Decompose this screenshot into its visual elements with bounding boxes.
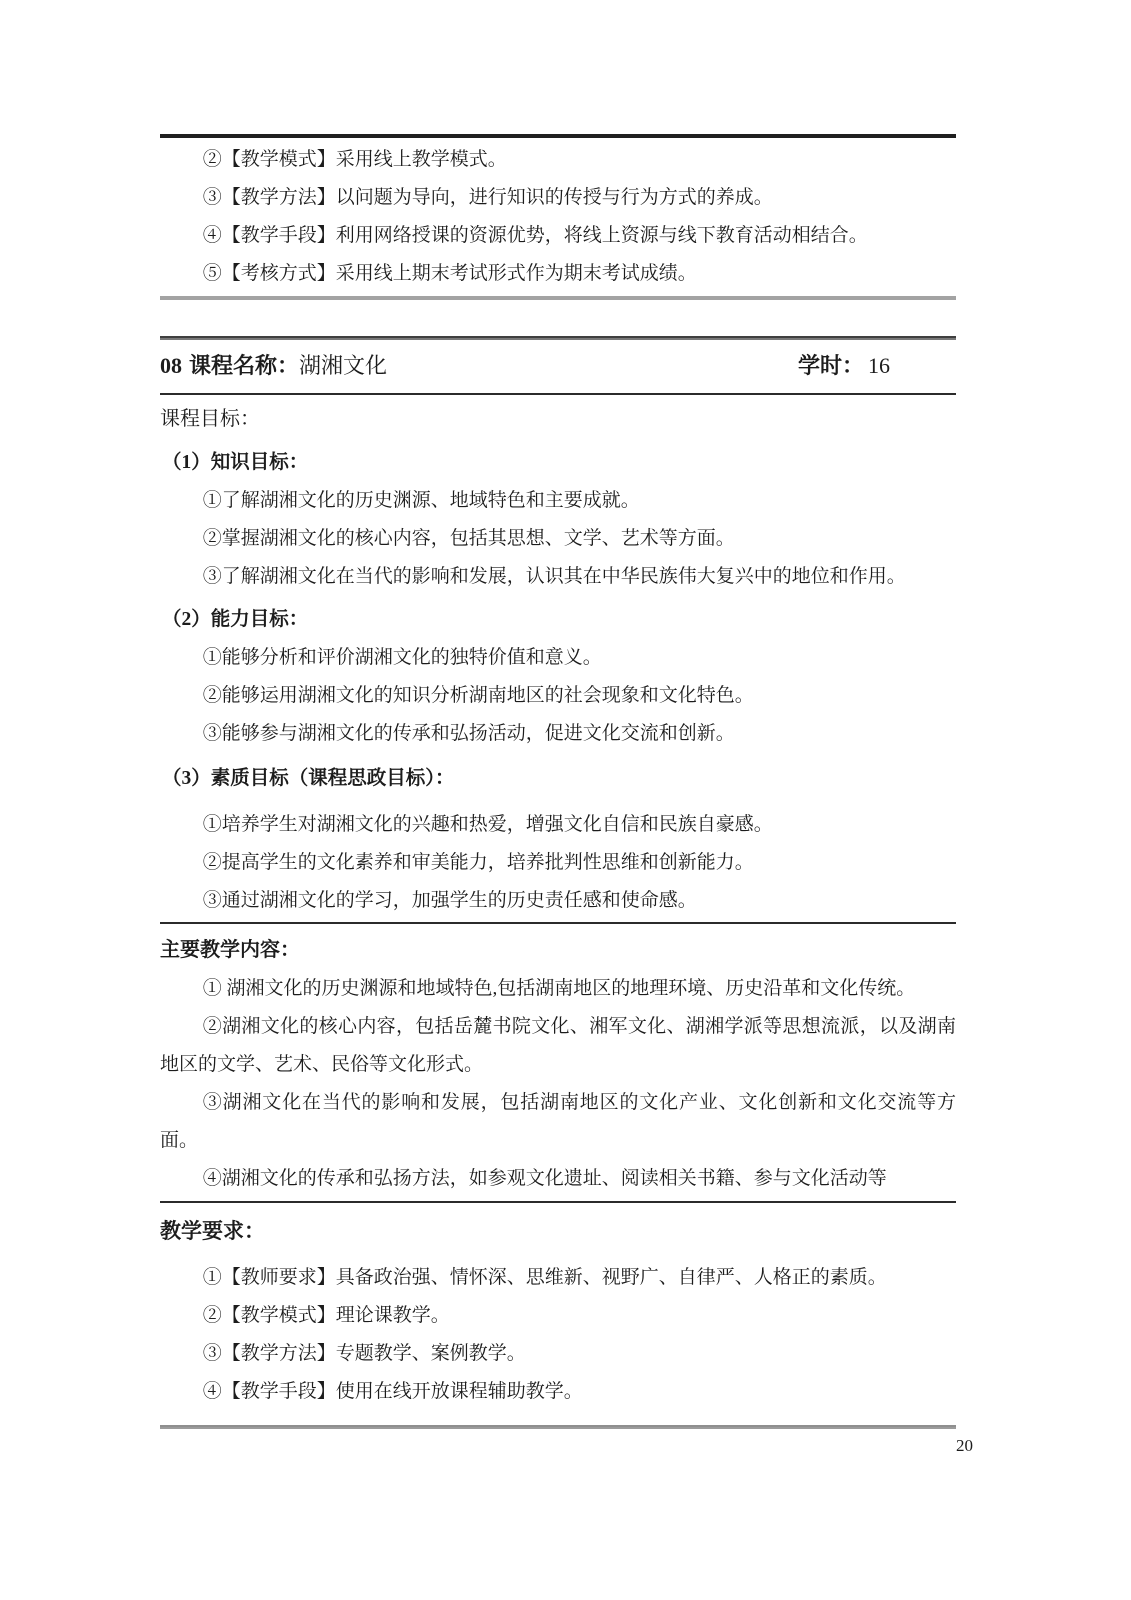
page-number: 20: [956, 1436, 973, 1455]
requirement-item: ③【教学方法】专题教学、案例教学。: [202, 1343, 526, 1364]
objective-item: ②掌握湖湘文化的核心内容，包括其思想、文学、艺术等方面。: [202, 528, 735, 549]
quality-objectives-heading: （3）素质目标（课程思政目标）：: [162, 768, 455, 789]
objective-item: ③了解湖湘文化在当代的影响和发展，认识其在中华民族伟大复兴中的地位和作用。: [202, 566, 906, 587]
previous-course-requirements: [160, 138, 956, 294]
objective-item: ②能够运用湖湘文化的知识分析湖南地区的社会现象和文化特色。: [202, 685, 754, 706]
course-number: 08: [160, 353, 182, 378]
course-objectives-section: [160, 395, 956, 922]
objective-item: ②提高学生的文化素养和审美能力，培养批判性思维和创新能力。: [202, 852, 754, 873]
course-title: [160, 349, 387, 382]
teaching-requirements-section: [160, 1203, 956, 1415]
requirement-item: ①【教师要求】具备政治强、情怀深、思维新、视野广、自律严、人格正的素质。: [202, 1267, 887, 1288]
hours-value: 16: [868, 353, 890, 378]
requirement-item: ③【教学方法】以问题为导向，进行知识的传授与行为方式的养成。: [202, 187, 773, 208]
teaching-content-section: [160, 924, 956, 1201]
course-header: [160, 340, 956, 393]
course-name: 湖湘文化: [299, 353, 388, 378]
objective-item: ①能够分析和评价湖湘文化的独特价值和意义。: [202, 647, 602, 668]
requirement-item: ②【教学模式】理论课教学。: [202, 1305, 450, 1326]
content-paragraph: ②湖湘文化的核心内容，包括岳麓书院文化、湘军文化、湖湘学派等思想流派，以及湖南地区的文学、艺术、民俗等文化形式。: [160, 1016, 956, 1075]
requirement-item: ④【教学手段】使用在线开放课程辅助教学。: [202, 1381, 583, 1402]
objectives-title: 课程目标：: [160, 408, 260, 430]
hours-label: 学时：: [797, 353, 864, 378]
ability-objectives-heading: （2）能力目标：: [162, 609, 309, 630]
knowledge-objectives-heading: （1）知识目标：: [162, 452, 309, 473]
teaching-content-title: 主要教学内容：: [160, 939, 300, 961]
divider-block-end: [160, 296, 956, 300]
content-paragraph: ① 湖湘文化的历史渊源和地域特色,包括湖南地区的地理环境、历史沿革和文化传统。: [202, 978, 916, 999]
content-paragraph: ④湖湘文化的传承和弘扬方法，如参观文化遗址、阅读相关书籍、参与文化活动等: [202, 1168, 887, 1189]
content-paragraph: ③湖湘文化在当代的影响和发展，包括湖南地区的文化产业、文化创新和文化交流等方面。: [160, 1092, 956, 1151]
objective-item: ③通过湖湘文化的学习，加强学生的历史责任感和使命感。: [202, 890, 697, 911]
course-name-label: 课程名称：: [189, 353, 300, 378]
requirement-item: ⑤【考核方式】采用线上期末考试形式作为期末考试成绩。: [202, 263, 697, 284]
objective-item: ①培养学生对湖湘文化的兴趣和热爱，增强文化自信和民族自豪感。: [202, 814, 773, 835]
requirement-item: ②【教学模式】采用线上教学模式。: [202, 149, 507, 170]
objective-item: ③能够参与湖湘文化的传承和弘扬活动，促进文化交流和创新。: [202, 723, 735, 744]
requirement-item: ④【教学手段】利用网络授课的资源优势，将线上资源与线下教育活动相结合。: [202, 225, 868, 246]
teaching-requirements-title: 教学要求：: [160, 1220, 265, 1243]
divider-page-bottom-double: [160, 1425, 956, 1429]
course-hours: [798, 349, 956, 382]
objective-item: ①了解湖湘文化的历史渊源、地域特色和主要成就。: [202, 490, 640, 511]
page-content: [160, 0, 956, 1429]
